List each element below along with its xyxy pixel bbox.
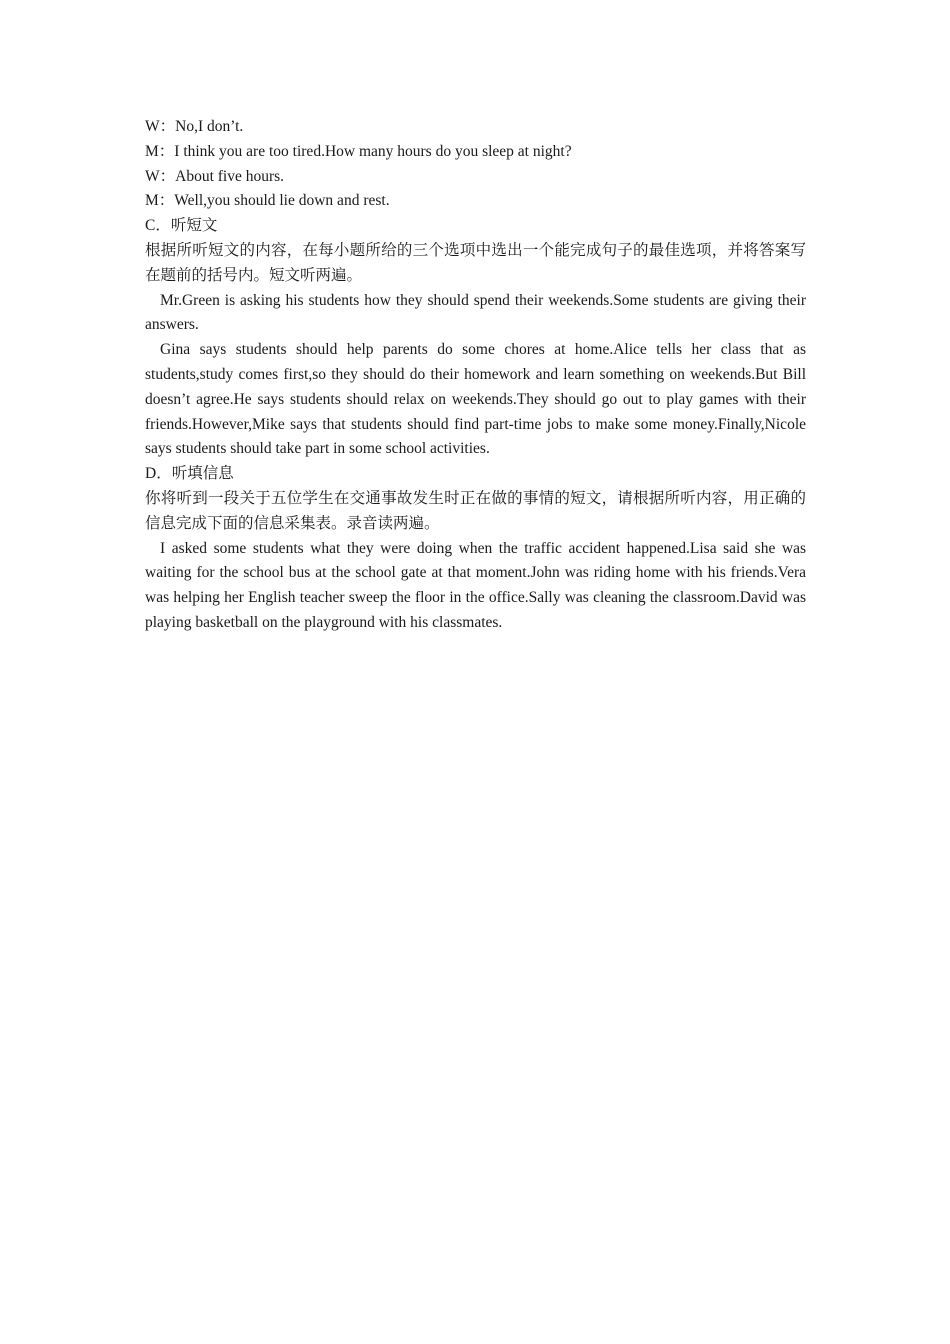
dialogue-line-1: W：No,I don’t. xyxy=(145,118,244,135)
dialogue-line-4: M：Well,you should lie down and rest. xyxy=(145,192,390,210)
section-d-heading: D．听填信息 xyxy=(145,465,234,483)
section-d-paragraph: I asked some students what they were doing when the traffic accident happened.Lisa said she was waiting for the school bus at the school gate at that moment.John was riding home with his friends.Vera was helping her English teacher sweep the floor in the office.Sally was cleaning the classroom.David was playing basketball on the playground with his classmates. xyxy=(145,539,806,631)
section-d-instruction: 你将听到一段关于五位学生在交通事故发生时正在做的事情的短文，请根据所听内容，用正确的信息完成下面的信息采集表。录音读两遍。 xyxy=(145,489,806,532)
section-c-instruction: 根据所听短文的内容，在每小题所给的三个选项中选出一个能完成句子的最佳选项，并将答案写在题前的括号内。短文听两遍。 xyxy=(145,241,806,284)
section-c-paragraph-1: Mr.Green is asking his students how they should spend their weekends.Some students are giving their answers. xyxy=(145,291,806,334)
section-c-heading: C．听短文 xyxy=(145,217,218,235)
dialogue-line-2: M：I think you are too tired.How many hours do you sleep at night? xyxy=(145,142,572,160)
section-c-paragraph-2: Gina says students should help parents do some chores at home.Alice tells her class that as students,study comes first,so they should do their homework and learn something on weekends.But Bill doesn’t agree.He says students should relax on weekends.They should go out to play games with their friends.However,Mike says that students should find part-time jobs to make some money.Finally,Nicole says students should take part in some school activities. xyxy=(145,341,806,458)
dialogue-line-3: W：About five hours. xyxy=(145,167,285,185)
document-page xyxy=(145,115,806,636)
